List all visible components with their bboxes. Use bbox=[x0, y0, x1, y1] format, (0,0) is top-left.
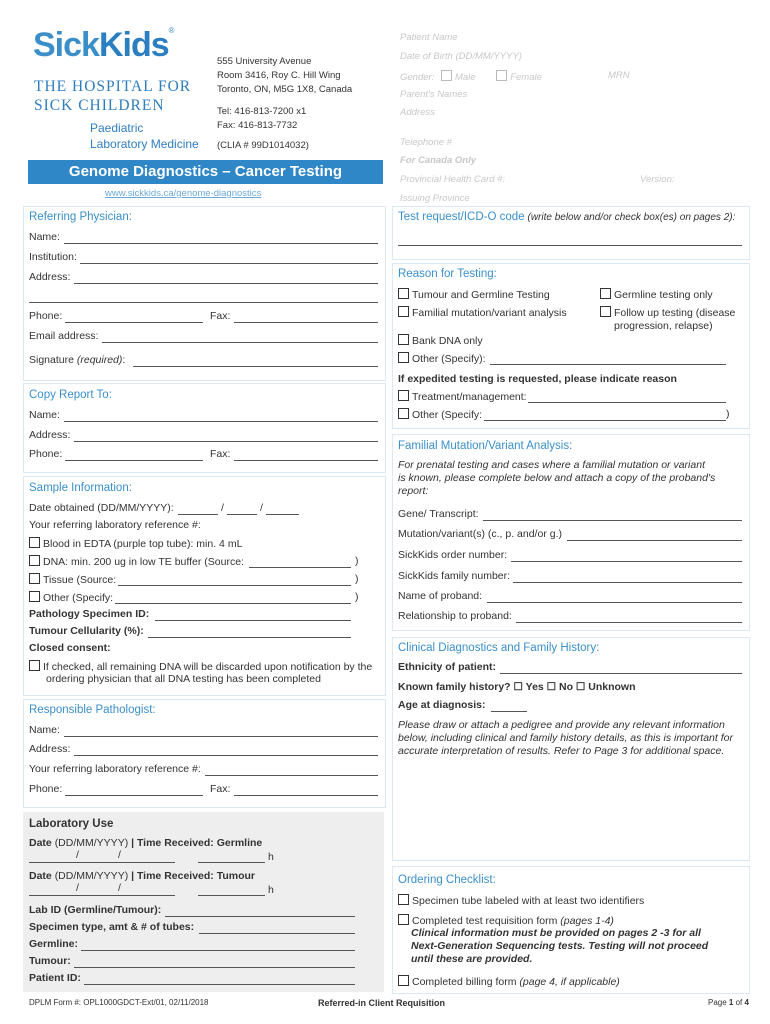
checklist-checkbox-2[interactable] bbox=[398, 914, 409, 925]
pathology-id-field[interactable] bbox=[155, 620, 351, 621]
gender-label: Gender: bbox=[400, 72, 435, 83]
pedigree-note-3: accurate interpretation of results. Refer to Page 3 for additional space. bbox=[398, 745, 725, 757]
familial-title: Familial Mutation/Variant Analysis: bbox=[398, 440, 573, 452]
checklist-item-2[interactable] bbox=[398, 914, 614, 927]
male-label: Male bbox=[454, 72, 476, 83]
copy-phone-field[interactable] bbox=[65, 460, 203, 461]
mutation-label: Mutation/variant(s) (c., p. and/or g.) bbox=[398, 528, 562, 540]
canada-only-label: For Canada Only bbox=[400, 155, 477, 166]
lab-date-format-2: (DD/MM/YYYY) bbox=[54, 870, 129, 882]
address-fax: Fax: 416-813-7732 bbox=[217, 120, 298, 131]
sample-other-field[interactable] bbox=[115, 603, 351, 604]
pedigree-note-1: Please draw or attach a pedigree and provide any relevant information bbox=[398, 719, 725, 731]
lab-germ-date-field[interactable] bbox=[29, 862, 175, 863]
checklist-item-1[interactable] bbox=[398, 894, 644, 907]
copy-phone-label: Phone: bbox=[29, 448, 63, 460]
proband-name-field[interactable] bbox=[487, 602, 742, 603]
lab-germ-h: h bbox=[268, 851, 274, 863]
pedigree-note-2: below, including clinical and family history details, as this is important for bbox=[398, 732, 733, 744]
address-line-1: 555 University Avenue bbox=[217, 56, 312, 67]
gene-field[interactable] bbox=[483, 520, 742, 521]
lab-use-title: Laboratory Use bbox=[29, 818, 114, 830]
footer-page bbox=[708, 998, 749, 1007]
tissue-label: Tissue (Source: bbox=[43, 574, 117, 586]
ethnicity-label: Ethnicity of patient: bbox=[398, 661, 496, 673]
copy-fax-label: Fax: bbox=[210, 448, 231, 460]
ref-phone-field[interactable] bbox=[65, 322, 203, 323]
expedited-other-field[interactable] bbox=[484, 420, 726, 421]
reason-option-6[interactable] bbox=[398, 352, 486, 365]
lab-date-format: (DD/MM/YYYY) bbox=[54, 837, 129, 849]
website-link[interactable]: www.sickkids.ca/genome-diagnostics bbox=[105, 188, 262, 199]
expedited-other-close: ) bbox=[726, 408, 730, 420]
lab-tumour-label: Tumour: bbox=[29, 955, 71, 967]
path-fax-field[interactable] bbox=[234, 795, 378, 796]
logo-line-1: THE HOSPITAL FOR bbox=[34, 78, 192, 95]
lab-germ-slash-1: / bbox=[76, 849, 79, 861]
sample-other-label: Other (Specify: bbox=[43, 592, 114, 604]
lab-germline-label: Germline: bbox=[29, 938, 79, 950]
logo-line-2: SICK CHILDREN bbox=[34, 97, 165, 114]
ref-name-label: Name: bbox=[29, 231, 60, 243]
relationship-label: Relationship to proband: bbox=[398, 610, 512, 622]
expedited-other-option[interactable] bbox=[398, 408, 482, 421]
family-number-field[interactable] bbox=[513, 582, 742, 583]
familial-note-1: For prenatal testing and cases where a familial mutation or variant bbox=[398, 459, 705, 471]
reason-label-5: Bank DNA only bbox=[412, 335, 483, 347]
family-number-label: SickKids family number: bbox=[398, 570, 511, 582]
gene-label: Gene/ Transcript: bbox=[398, 508, 479, 520]
test-request-title: Test request/ICD-O code bbox=[398, 211, 525, 223]
age-diagnosis-field[interactable] bbox=[491, 711, 527, 712]
ref-address-field[interactable] bbox=[74, 283, 378, 284]
sample-ref-label: Your referring laboratory reference #: bbox=[29, 519, 201, 531]
checklist-label-2-pages: (pages 1-4) bbox=[560, 915, 614, 927]
reason-option-3[interactable] bbox=[398, 306, 567, 319]
specimen-type-field[interactable] bbox=[199, 933, 355, 934]
ref-email-field[interactable] bbox=[102, 342, 378, 343]
reason-checkbox-5[interactable] bbox=[398, 334, 409, 345]
consent-text-1: If checked, all remaining DNA will be discarded upon notification by the bbox=[43, 661, 373, 673]
lab-germ-slash-2: / bbox=[118, 849, 121, 861]
checklist-note-3: until these are provided. bbox=[411, 953, 533, 965]
reason-label-4b: progression, relapse) bbox=[614, 320, 713, 332]
tumour-cellularity-label: Tumour Cellularity (%): bbox=[29, 625, 144, 637]
proband-name-label: Name of proband: bbox=[398, 590, 483, 602]
ref-institution-label: Institution: bbox=[29, 251, 77, 263]
lab-tum-h: h bbox=[268, 884, 274, 896]
province-label: Issuing Province bbox=[400, 193, 470, 204]
reason-checkbox-2[interactable] bbox=[600, 288, 611, 299]
path-ref-field[interactable] bbox=[205, 775, 378, 776]
tissue-close: ) bbox=[355, 573, 359, 585]
footer-page-number: 1 bbox=[728, 998, 734, 1007]
reason-label-4a: Follow up testing (disease bbox=[614, 307, 736, 319]
path-address-label: Address: bbox=[29, 743, 71, 755]
checklist-label-3-pages: (page 4, if applicable) bbox=[519, 976, 620, 988]
expedited-other-label: Other (Specify: bbox=[412, 409, 483, 421]
lab-time-germline: | Time Received: Germline bbox=[128, 837, 263, 849]
lab-date-tum-label bbox=[29, 870, 255, 882]
reason-label-2: Germline testing only bbox=[614, 289, 713, 301]
male-checkbox[interactable] bbox=[441, 70, 452, 81]
sample-date-slash-2: / bbox=[260, 502, 263, 514]
reason-option-2[interactable] bbox=[600, 288, 713, 301]
reason-option-5[interactable] bbox=[398, 334, 483, 347]
lab-tum-time-field[interactable] bbox=[198, 895, 265, 896]
lab-date-word: Date bbox=[29, 837, 55, 849]
reason-option-1[interactable] bbox=[398, 288, 550, 301]
address-line-2: Room 3416, Roy C. Hill Wing bbox=[217, 70, 341, 81]
footer-page-total: 4 bbox=[744, 998, 749, 1007]
address-clia: (CLIA # 99D1014032) bbox=[217, 140, 309, 151]
ref-fax-field[interactable] bbox=[234, 322, 378, 323]
ref-phone-label: Phone: bbox=[29, 310, 63, 322]
sample-other-option[interactable] bbox=[29, 591, 113, 604]
relationship-field[interactable] bbox=[516, 622, 742, 623]
lab-germ-time-field[interactable] bbox=[198, 862, 265, 863]
lab-id-label: Lab ID (Germline/Tumour): bbox=[29, 904, 162, 916]
path-name-field[interactable] bbox=[64, 736, 378, 737]
sample-other-close: ) bbox=[355, 591, 359, 603]
ref-institution-field[interactable] bbox=[80, 263, 378, 264]
lab-date-word-2: Date bbox=[29, 870, 55, 882]
reason-label-6: Other (Specify): bbox=[412, 353, 486, 365]
mutation-field[interactable] bbox=[567, 540, 742, 541]
patient-name-label: Patient Name bbox=[400, 32, 458, 43]
ethnicity-field[interactable] bbox=[500, 673, 742, 674]
treatment-checkbox[interactable] bbox=[398, 390, 409, 401]
sample-date-label: Date obtained (DD/MM/YYYY): bbox=[29, 502, 174, 514]
tissue-checkbox[interactable] bbox=[29, 573, 40, 584]
path-phone-label: Phone: bbox=[29, 783, 63, 795]
sample-other-checkbox[interactable] bbox=[29, 591, 40, 602]
tumour-cellularity-field[interactable] bbox=[148, 637, 351, 638]
copy-address-label: Address: bbox=[29, 429, 71, 441]
closed-consent-option[interactable] bbox=[29, 660, 372, 673]
closed-consent-label: Closed consent: bbox=[29, 642, 111, 654]
lab-tumour-field[interactable] bbox=[74, 967, 355, 968]
dna-checkbox[interactable] bbox=[29, 555, 40, 566]
order-number-field[interactable] bbox=[511, 561, 742, 562]
patient-gender bbox=[400, 70, 542, 83]
lab-line-1: Paediatric bbox=[90, 121, 144, 135]
lab-line-2: Laboratory Medicine bbox=[90, 137, 199, 151]
copy-address-field[interactable] bbox=[74, 441, 378, 442]
address-line-3: Toronto, ON, M5G 1X8, Canada bbox=[217, 84, 353, 95]
ref-address-field-2[interactable] bbox=[29, 302, 378, 303]
treatment-option[interactable] bbox=[398, 390, 527, 403]
path-phone-field[interactable] bbox=[65, 795, 203, 796]
lab-patient-id-label: Patient ID: bbox=[29, 972, 81, 984]
sample-date-slash-1: / bbox=[221, 502, 224, 514]
ref-signature-field[interactable] bbox=[133, 366, 378, 367]
clinical-title: Clinical Diagnostics and Family History: bbox=[398, 642, 600, 654]
logo-registered: ® bbox=[168, 26, 175, 35]
page-title-banner: Genome Diagnostics – Cancer Testing bbox=[28, 160, 383, 184]
sample-info-title: Sample Information: bbox=[29, 482, 132, 494]
mrn-label: MRN bbox=[608, 70, 630, 81]
path-name-label: Name: bbox=[29, 724, 60, 736]
reason-checkbox-6[interactable] bbox=[398, 352, 409, 363]
health-card-label: Provincial Health Card #: bbox=[400, 174, 506, 185]
sample-date-mm[interactable] bbox=[227, 514, 257, 515]
reason-label-1: Tumour and Germline Testing bbox=[412, 289, 550, 301]
signature-colon: : bbox=[122, 354, 126, 366]
female-label: Female bbox=[510, 72, 542, 83]
sample-blood-option[interactable] bbox=[29, 537, 242, 550]
lab-date-germ-label bbox=[29, 837, 262, 849]
sample-date-yyyy[interactable] bbox=[266, 514, 299, 515]
path-address-field[interactable] bbox=[74, 755, 378, 756]
lab-time-tumour: | Time Received: Tumour bbox=[128, 870, 256, 882]
ref-email-label: Email address: bbox=[29, 330, 99, 342]
checklist-title: Ordering Checklist: bbox=[398, 874, 496, 886]
patient-address-label: Address bbox=[400, 107, 435, 118]
blood-label: Blood in EDTA (purple top tube): min. 4 mL bbox=[43, 538, 243, 550]
parents-label: Parent's Names bbox=[400, 89, 468, 100]
copy-fax-field[interactable] bbox=[234, 460, 378, 461]
checklist-label-2: Completed test requisition form bbox=[412, 915, 561, 927]
reason-title: Reason for Testing: bbox=[398, 268, 497, 280]
path-ref-label: Your referring laboratory reference #: bbox=[29, 763, 201, 775]
checklist-item-3[interactable] bbox=[398, 975, 620, 988]
dna-label: DNA: min. 200 ug in low TE buffer (Source: bbox=[43, 556, 244, 568]
checklist-checkbox-1[interactable] bbox=[398, 894, 409, 905]
hospital-address bbox=[217, 55, 352, 153]
copy-name-label: Name: bbox=[29, 409, 60, 421]
footer-of: of bbox=[733, 998, 745, 1007]
signature-label-text: Signature bbox=[29, 354, 77, 366]
lab-tum-slash-1: / bbox=[76, 882, 79, 894]
treatment-field[interactable] bbox=[528, 402, 726, 403]
specimen-type-label: Specimen type, amt & # of tubes: bbox=[29, 921, 195, 933]
expedited-label: If expedited testing is requested, please indicate reason bbox=[398, 373, 677, 385]
pathology-id-label: Pathology Specimen ID: bbox=[29, 608, 150, 620]
sample-dna-option[interactable] bbox=[29, 555, 244, 568]
familial-note-2: is known, please complete below and attach a copy of the proband's bbox=[398, 472, 716, 484]
signature-required: (required) bbox=[76, 354, 123, 366]
checklist-checkbox-3[interactable] bbox=[398, 975, 409, 986]
reason-checkbox-1[interactable] bbox=[398, 288, 409, 299]
logo-word-sick: Sick bbox=[33, 26, 99, 64]
sample-tissue-option[interactable] bbox=[29, 573, 116, 586]
lab-id-field[interactable] bbox=[165, 916, 355, 917]
lab-germline-field[interactable] bbox=[81, 950, 355, 951]
sample-date-dd[interactable] bbox=[178, 514, 218, 515]
treatment-label: Treatment/management: bbox=[412, 391, 527, 403]
tissue-source-field[interactable] bbox=[118, 585, 351, 586]
footer-title: Referred-in Client Requisition bbox=[318, 998, 446, 1008]
expedited-other-checkbox[interactable] bbox=[398, 408, 409, 419]
reason-other-field[interactable] bbox=[490, 364, 726, 365]
copy-report-title: Copy Report To: bbox=[29, 389, 112, 401]
checklist-label-3: Completed billing form bbox=[412, 976, 520, 988]
test-request-heading bbox=[398, 211, 735, 223]
checklist-note-2: Next-Generation Sequencing tests. Testing will not proceed bbox=[411, 940, 709, 952]
test-request-note: (write below and/or check box(es) on pages 2): bbox=[527, 212, 736, 223]
known-history-label: Known family history? ☐ Yes ☐ No ☐ Unknown bbox=[398, 681, 636, 693]
reason-checkbox-3[interactable] bbox=[398, 306, 409, 317]
ref-name-field[interactable] bbox=[64, 243, 378, 244]
logo-word-kids: Kids bbox=[98, 26, 169, 64]
ref-fax-label: Fax: bbox=[210, 310, 231, 322]
sickkids-logo bbox=[33, 26, 175, 65]
copy-name-field[interactable] bbox=[64, 421, 378, 422]
path-fax-label: Fax: bbox=[210, 783, 231, 795]
checklist-note-1: Clinical information must be provided on pages 2 -3 for all bbox=[411, 927, 701, 939]
lab-tum-date-field[interactable] bbox=[29, 895, 175, 896]
test-request-field[interactable] bbox=[398, 245, 742, 246]
age-diagnosis-label: Age at diagnosis: bbox=[398, 699, 486, 711]
ref-address-label: Address: bbox=[29, 271, 71, 283]
footer-page-word: Page bbox=[708, 998, 729, 1007]
familial-note-3: report: bbox=[398, 485, 429, 497]
blood-checkbox[interactable] bbox=[29, 537, 40, 548]
footer-form-number: DPLM Form #: OPL1000GDCT-Ext/01, 02/11/2018 bbox=[29, 998, 209, 1007]
telephone-label: Telephone # bbox=[400, 137, 452, 148]
order-number-label: SickKids order number: bbox=[398, 549, 508, 561]
dna-close: ) bbox=[355, 555, 359, 567]
version-label: Version: bbox=[640, 174, 675, 185]
reason-checkbox-4[interactable] bbox=[600, 306, 611, 317]
dna-source-field[interactable] bbox=[249, 567, 351, 568]
reason-label-3: Familial mutation/variant analysis bbox=[412, 307, 567, 319]
consent-checkbox[interactable] bbox=[29, 660, 40, 671]
referring-physician-title: Referring Physician: bbox=[29, 211, 132, 223]
address-tel: Tel: 416-813-7200 x1 bbox=[217, 106, 307, 117]
lab-tum-slash-2: / bbox=[118, 882, 121, 894]
pathologist-title: Responsible Pathologist: bbox=[29, 704, 156, 716]
checklist-label-1: Specimen tube labeled with at least two identifiers bbox=[412, 895, 645, 907]
reason-option-4[interactable] bbox=[600, 306, 735, 319]
female-checkbox[interactable] bbox=[496, 70, 507, 81]
ref-signature-label bbox=[29, 354, 125, 366]
patient-dob-label: Date of Birth (DD/MM/YYYY) bbox=[400, 51, 522, 62]
consent-text-2: ordering physician that all DNA testing has been completed bbox=[46, 673, 321, 685]
lab-patient-id-field[interactable] bbox=[84, 984, 355, 985]
